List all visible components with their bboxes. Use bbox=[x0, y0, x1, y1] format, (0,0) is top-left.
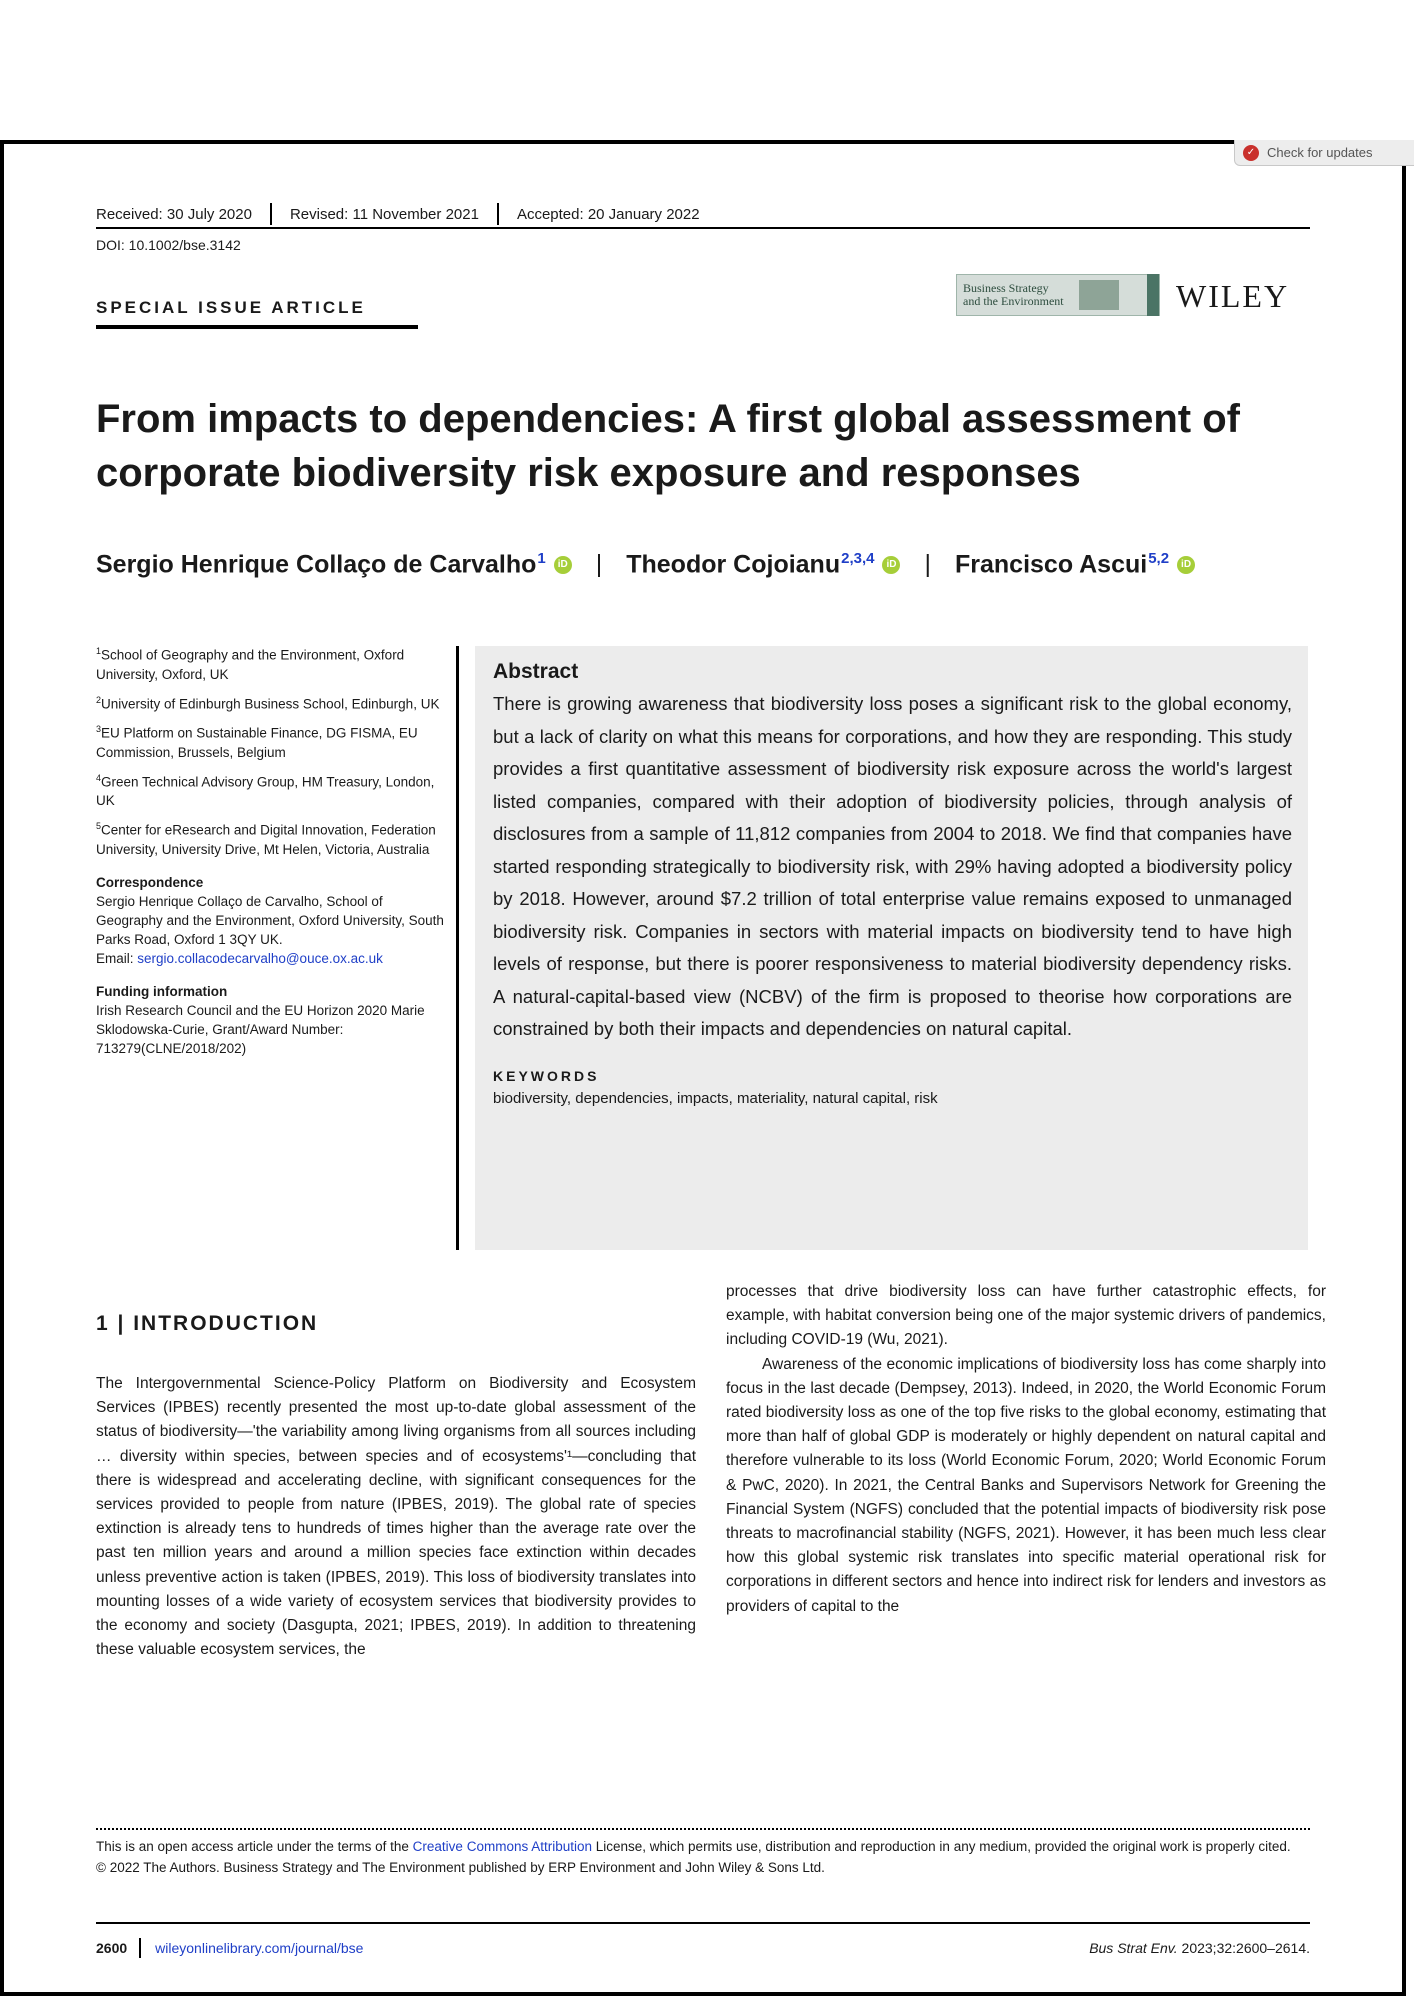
orcid-icon[interactable]: iD bbox=[882, 556, 900, 574]
article-dates bbox=[96, 203, 700, 225]
funding-heading: Funding information bbox=[96, 983, 228, 999]
affiliation: $^3$EU Platform on Sustainable Finance, DG FISMA, EU Commission, Brussels, Belgium bbox=[96, 724, 418, 760]
journal-logo-image bbox=[1079, 280, 1119, 310]
journal-logo-line1: Business Strategy bbox=[963, 281, 1049, 295]
update-icon: ✓ bbox=[1243, 145, 1259, 161]
check-for-updates-badge[interactable] bbox=[1234, 140, 1414, 166]
email-link[interactable]: sergio.collacodecarvalho@ouce.ox.ac.uk bbox=[137, 950, 383, 966]
journal-logo-bar bbox=[1147, 274, 1159, 316]
author-name[interactable]: Francisco Ascui$^{5,2}$ bbox=[954, 550, 1170, 579]
copyright: © 2022 The Authors. Business Strategy and The Environment published by ERP Environment and John Wiley & Sons Ltd. bbox=[96, 1860, 825, 1875]
date-separator bbox=[270, 203, 272, 225]
author-affiliation-sup[interactable]: 2,3,4 bbox=[841, 550, 875, 567]
body-column-right bbox=[726, 1280, 1326, 1619]
keywords-heading: KEYWORDS bbox=[493, 1067, 600, 1084]
author-affiliation-sup[interactable]: 5,2 bbox=[1148, 550, 1170, 567]
introduction-heading: 1 | INTRODUCTION bbox=[96, 1312, 319, 1335]
author-separator: | bbox=[595, 550, 603, 579]
affiliation: $^2$University of Edinburgh Business School, Edinburgh, UK bbox=[96, 694, 440, 711]
abstract-heading: Abstract bbox=[493, 660, 579, 683]
author-list bbox=[96, 550, 1195, 579]
revised-date: Revised: 11 November 2021 bbox=[289, 205, 479, 223]
section-underline bbox=[96, 325, 418, 329]
column-divider bbox=[456, 646, 459, 1250]
header-rule bbox=[96, 227, 1310, 229]
author-separator: | bbox=[924, 550, 931, 579]
correspondence-email: Email: sergio.collacodecarvalho@ouce.ox.ac.uk bbox=[96, 950, 383, 966]
creative-commons-link[interactable]: Creative Commons Attribution bbox=[412, 1839, 592, 1854]
journal-logo-line2: and the Environment bbox=[963, 294, 1064, 308]
doi: DOI: 10.1002/bse.3142 bbox=[96, 237, 241, 253]
correspondence-heading: Correspondence bbox=[96, 874, 204, 890]
journal-url-link[interactable]: wileyonlinelibrary.com/journal/bse bbox=[155, 1940, 364, 1956]
author-name[interactable]: Sergio Henrique Collaço de Carvalho$^1$ bbox=[96, 550, 546, 579]
correspondence-text: Sergio Henrique Collaço de Carvalho, School of Geography and the Environment, Oxford University, South Parks Road, Oxford 1 3QY UK. bbox=[96, 893, 444, 947]
license-divider bbox=[96, 1828, 1310, 1830]
citation: Bus Strat Env. 2023;32:2600–2614. bbox=[1089, 1940, 1310, 1956]
keywords: biodiversity, dependencies, impacts, materiality, natural capital, risk bbox=[493, 1089, 938, 1107]
received-date: Received: 30 July 2020 bbox=[96, 205, 252, 223]
affiliation: $^5$Center for eResearch and Digital Innovation, Federation University, University Drive, Mt Helen, Victoria, Australia bbox=[96, 821, 436, 857]
page-footer bbox=[96, 1938, 1310, 1958]
author-name[interactable]: Theodor Cojoianu$^{2,3,4}$ bbox=[626, 550, 875, 579]
date-separator bbox=[497, 203, 499, 225]
check-for-updates-label: Check for updates bbox=[1267, 145, 1373, 160]
orcid-icon[interactable]: iD bbox=[554, 556, 572, 574]
intro-paragraph: Awareness of the economic implications of biodiversity loss has come sharply into focus in the last decade (Dempsey, 2013). Indeed, in 2020, the World Economic Forum rated biodiversity loss as one of the top five risks to the global economy, estimating that more than half of global GDP is moderately or highly dependent on natural capital and therefore vulnerable to its loss (World Economic Forum, 2020; World Economic Forum & PwC, 2020). In 2021, the Central Banks and Supervisors Network for Greening the Financial System (NGFS) concluded that the potential impacts of biodiversity risk pose threats to macrofinancial stability (NGFS, 2021). However, it has been much less clear how this global systemic risk translates into specific material operational risk for corporations in different sectors and hence into indirect risk for lenders and investors as providers of capital to the bbox=[726, 1355, 1326, 1615]
intro-paragraph: The Intergovernmental Science-Policy Platform on Biodiversity and Ecosystem Services (IPBES) recently presented the most up-to-date global assessment of the status of biodiversity—'the variability among living organisms from all sources including … diversity within species, between species and of ecosystems'¹—concluding that there is widespread and accelerating decline, with significant consequences for the services provided to people from nature (IPBES, 2019). The global rate of species extinction is already tens to hundreds of times higher than the average rate over the past ten million years and around a million species face extinction within decades unless preventive action is taken (IPBES, 2019). This loss of biodiversity translates into mounting losses of a wide variety of ecosystem services that biodiversity provides to the economy and society (Dasgupta, 2021; IPBES, 2019). In addition to threatening these valuable ecosystem services, the bbox=[96, 1375, 696, 1659]
footer-separator bbox=[139, 1938, 141, 1958]
publisher-logo: WILEY bbox=[1176, 278, 1290, 314]
funding-text: Irish Research Council and the EU Horizon 2020 Marie Sklodowska-Curie, Grant/Award Number: 713279(CLNE/2018/202) bbox=[96, 1002, 425, 1056]
affiliation: $^1$School of Geography and the Environment, Oxford University, Oxford, UK bbox=[96, 646, 405, 682]
intro-paragraph: processes that drive biodiversity loss can have further catastrophic effects, for example, with habitat conversion being one of the major systemic drivers of pandemics, including COVID-19 (Wu, 2021). bbox=[726, 1283, 1326, 1349]
journal-logo bbox=[956, 274, 1160, 316]
affiliations-column bbox=[96, 642, 446, 1058]
author-affiliation-sup[interactable]: 1 bbox=[537, 550, 546, 567]
accepted-date: Accepted: 20 January 2022 bbox=[516, 205, 700, 223]
footer-rule bbox=[96, 1922, 1310, 1924]
license-notice: This is an open access article under the terms of the Creative Commons Attribution License, which permits use, distribution and reproduction in any medium, provided the original work is properly cited. © 2022 The Authors. Business Strategy and The Environment published by ERP Environment and John Wiley & Sons Ltd. bbox=[96, 1836, 1310, 1878]
article-title: From impacts to dependencies: A first global assessment of corporate biodiversity risk exposure and responses bbox=[96, 397, 1240, 495]
page-number: 2600 bbox=[96, 1940, 128, 1956]
orcid-icon[interactable]: iD bbox=[1177, 556, 1195, 574]
body-column-left bbox=[96, 1372, 696, 1662]
section-label: SPECIAL ISSUE ARTICLE bbox=[96, 298, 366, 317]
affiliation: $^4$Green Technical Advisory Group, HM Treasury, London, UK bbox=[96, 772, 435, 808]
abstract-text: There is growing awareness that biodiversity loss poses a significant risk to the global economy, but a lack of clarity on what this means for corporations, and how they are responding. This study provides a first quantitative assessment of biodiversity risk exposure across the world's largest listed companies, compared with their adoption of biodiversity policies, through analysis of disclosures from a sample of 11,812 companies from 2004 to 2018. We find that companies have started responding strategically to biodiversity risk, with 29% having adopted a biodiversity policy by 2018. However, around $7.2 trillion of total enterprise value remains exposed to unmanaged biodiversity risk. Companies in sectors with material impacts on biodiversity tend to have high levels of response, but there is poorer responsiveness to material biodiversity dependency risks. A natural-capital-based view (NCBV) of the firm is proposed to theorise how corporations are constrained by both their impacts and dependencies on natural capital. bbox=[493, 693, 1292, 1039]
abstract-box bbox=[475, 646, 1308, 1250]
